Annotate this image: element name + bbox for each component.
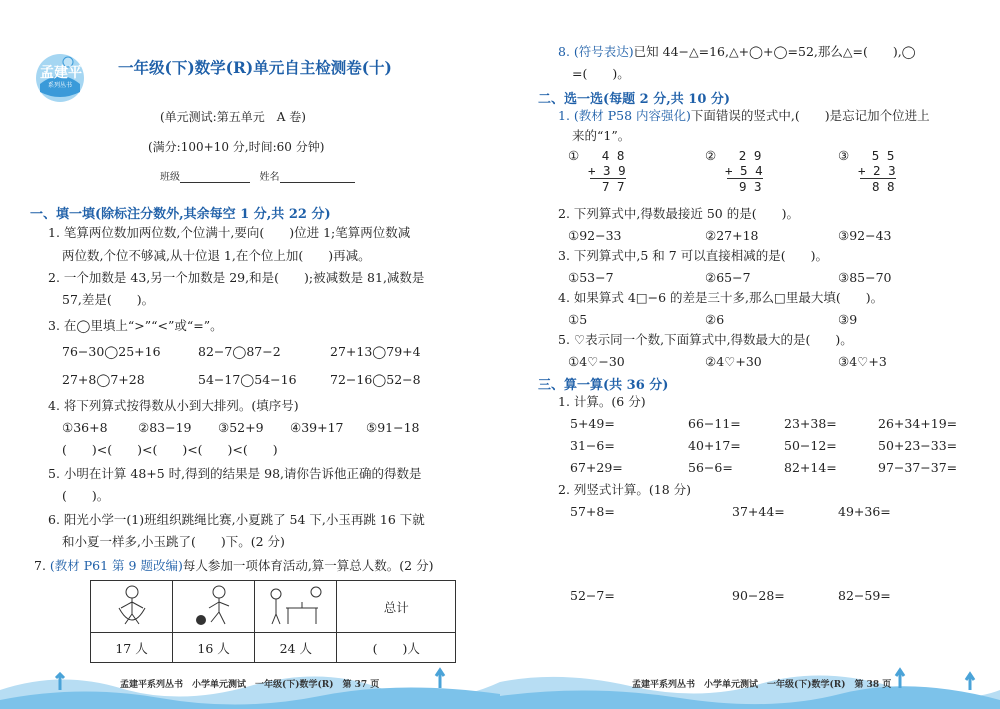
c5-option[interactable]: ③4♡+3 bbox=[838, 354, 887, 369]
c4-option[interactable]: ①5 bbox=[568, 312, 588, 327]
name-field[interactable] bbox=[280, 182, 355, 183]
vertical-calc-item: 37+44= bbox=[732, 504, 785, 519]
q2-line2: 57,差是( )。 bbox=[62, 292, 155, 307]
jump-rope-cell bbox=[91, 581, 173, 633]
q3-item: 27+8◯7+28 bbox=[62, 372, 145, 387]
s2-prompt: 2. 列竖式计算。(18 分) bbox=[558, 482, 692, 497]
c5-prompt: 5. ♡表示同一个数,下面算式中,得数最大的是( )。 bbox=[558, 332, 853, 347]
c1-text: 下面错误的竖式中,( )是忘记加个位进上 bbox=[690, 108, 930, 123]
q3-item: 54−17◯54−16 bbox=[198, 372, 297, 387]
calc-item: 66−11= bbox=[688, 416, 741, 431]
q3-prompt: 3. 在◯里填上“>”“<”或“=”。 bbox=[48, 318, 223, 333]
c4-prompt: 4. 如果算式 4□−6 的差是三十多,那么□里最大填( )。 bbox=[558, 290, 884, 305]
calc-item: 67+29= bbox=[570, 460, 623, 475]
q4-item: ③52+9 bbox=[218, 420, 264, 435]
score-time: (满分:100+10 分,时间:60 分钟) bbox=[148, 140, 325, 154]
vertical-calc-item: 82−59= bbox=[838, 588, 891, 603]
c4-option[interactable]: ②6 bbox=[705, 312, 725, 327]
q5-line2: ( )。 bbox=[62, 488, 110, 503]
calc-item: 26+34+19= bbox=[878, 416, 958, 431]
c1-line1 bbox=[558, 108, 930, 124]
vertical-calc-3 bbox=[838, 148, 896, 194]
q3-item: 82−7◯87−2 bbox=[198, 344, 281, 359]
right-page bbox=[500, 0, 1000, 709]
section-3-heading: 三、算一算(共 36 分) bbox=[538, 378, 669, 393]
calc-result: 9 3 bbox=[739, 179, 762, 194]
q7-text: 每人参加一项体育活动,算一算总人数。(2 分) bbox=[182, 558, 434, 573]
q4-item: ①36+8 bbox=[62, 420, 108, 435]
c2-option[interactable]: ③92−43 bbox=[838, 228, 892, 243]
q7-prompt: 7. (教材 P61 第 9 题改编)每人参加一项体育活动,算一算总人数。(2 分) bbox=[34, 558, 434, 573]
name-label: 姓名 bbox=[259, 172, 280, 183]
q4-prompt: 4. 将下列算式按得数从小到大排列。(填序号) bbox=[48, 398, 299, 413]
class-label: 班级 bbox=[160, 172, 180, 183]
vertical-calc-item: 49+36= bbox=[838, 504, 891, 519]
calc-result: 8 8 bbox=[872, 179, 895, 194]
q7-tag: (教材 P61 第 9 题改编) bbox=[49, 558, 183, 573]
q3-item: 72−16◯52−8 bbox=[330, 372, 421, 387]
calc-item: 97−37−37= bbox=[878, 460, 958, 475]
q8-line1 bbox=[558, 44, 916, 60]
count-cell: 24 人 bbox=[255, 633, 337, 663]
subtitle: (单元测试:第五单元 A 卷) bbox=[160, 110, 306, 124]
q3-item: 27+13◯79+4 bbox=[330, 344, 421, 359]
vertical-calc-item: 57+8= bbox=[570, 504, 615, 519]
jump-rope-girl-icon bbox=[107, 582, 157, 628]
total-answer-cell[interactable]: ( )人 bbox=[337, 633, 456, 663]
c1-tag: 1. (教材 P58 内容强化) bbox=[558, 108, 691, 123]
addend-bottom: + 2 3 bbox=[858, 163, 896, 178]
vertical-calc-item: 52−7= bbox=[570, 588, 615, 603]
c2-option[interactable]: ②27+18 bbox=[705, 228, 759, 243]
vertical-calc-1 bbox=[568, 148, 626, 194]
c5-option[interactable]: ②4♡+30 bbox=[705, 354, 762, 369]
class-name-line bbox=[160, 168, 355, 183]
option-number: ② bbox=[705, 148, 717, 163]
calc-item: 50+23−33= bbox=[878, 438, 958, 453]
vertical-calc-item: 90−28= bbox=[732, 588, 785, 603]
q4-item: ⑤91−18 bbox=[366, 420, 420, 435]
q8-tag: 8. (符号表达) bbox=[558, 44, 634, 59]
c1-line2: 来的“1”。 bbox=[572, 128, 631, 143]
calc-item: 56−6= bbox=[688, 460, 733, 475]
q8-text: 已知 44−△=16,△+◯+◯=52,那么△=( ),◯ bbox=[633, 44, 916, 59]
count-cell: 16 人 bbox=[173, 633, 255, 663]
calc-item: 50−12= bbox=[784, 438, 837, 453]
footer-text: 孟建平系列丛书 小学单元测试 一年级(下)数学(R) 第 38 页 bbox=[632, 680, 892, 690]
c2-prompt: 2. 下列算式中,得数最接近 50 的是( )。 bbox=[558, 206, 799, 221]
section-2-heading: 二、选一选(每题 2 分,共 10 分) bbox=[538, 92, 731, 107]
calc-result: 7 7 bbox=[602, 179, 625, 194]
calc-item: 31−6= bbox=[570, 438, 615, 453]
c3-prompt: 3. 下列算式中,5 和 7 可以直接相减的是( )。 bbox=[558, 248, 828, 263]
c3-option[interactable]: ③85−70 bbox=[838, 270, 892, 285]
page-title: 一年级(下)数学(R)单元自主检测卷(十) bbox=[118, 58, 392, 77]
option-number: ③ bbox=[838, 148, 850, 163]
q1-line1: 1. 笔算两位数加两位数,个位满十,要向( )位进 1;笔算两位数减 bbox=[48, 225, 411, 240]
q6-line1: 6. 阳光小学一(1)班组织跳绳比赛,小夏跳了 54 下,小玉再跳 16 下就 bbox=[48, 512, 425, 527]
q7-table bbox=[90, 580, 456, 663]
addend-top: 2 9 bbox=[738, 148, 762, 163]
q3-item: 76−30◯25+16 bbox=[62, 344, 161, 359]
calc-item: 5+49= bbox=[570, 416, 615, 431]
section-1-heading: 一、填一填(除标注分数外,其余每空 1 分,共 22 分) bbox=[30, 207, 331, 222]
s1-prompt: 1. 计算。(6 分) bbox=[558, 394, 646, 409]
addend-top: 4 8 bbox=[601, 148, 625, 163]
table-tennis-icon bbox=[266, 582, 326, 628]
soccer-cell bbox=[173, 581, 255, 633]
vertical-calc-2 bbox=[705, 148, 763, 194]
c2-option[interactable]: ①92−33 bbox=[568, 228, 622, 243]
q4-order-blanks[interactable]: ( )<( )<( )<( )<( ) bbox=[62, 442, 278, 457]
option-number: ① bbox=[568, 148, 580, 163]
c3-option[interactable]: ①53−7 bbox=[568, 270, 614, 285]
q4-item: ④39+17 bbox=[290, 420, 344, 435]
total-label-cell: 总计 bbox=[337, 581, 456, 633]
q1-line2: 两位数,个位不够减,从十位退 1,在个位上加( )再减。 bbox=[62, 248, 371, 263]
q4-item: ②83−19 bbox=[138, 420, 192, 435]
count-cell: 17 人 bbox=[91, 633, 173, 663]
q5-line1: 5. 小明在计算 48+5 时,得到的结果是 98,请你告诉他正确的得数是 bbox=[48, 466, 422, 481]
footer-text: 孟建平系列丛书 小学单元测试 一年级(下)数学(R) 第 37 页 bbox=[120, 680, 380, 690]
addend-bottom: + 3 9 bbox=[588, 163, 626, 178]
table-tennis-cell bbox=[255, 581, 337, 633]
logo-text: 孟建平 bbox=[40, 65, 82, 81]
calc-item: 82+14= bbox=[784, 460, 837, 475]
c3-option[interactable]: ②65−7 bbox=[705, 270, 751, 285]
calc-item: 40+17= bbox=[688, 438, 741, 453]
q6-line2: 和小夏一样多,小玉跳了( )下。(2 分) bbox=[62, 534, 285, 549]
class-field[interactable] bbox=[180, 182, 250, 183]
addend-top: 5 5 bbox=[871, 148, 895, 163]
q8-line2: =( )。 bbox=[572, 66, 630, 81]
addend-bottom: + 5 4 bbox=[725, 163, 763, 178]
c4-option[interactable]: ③9 bbox=[838, 312, 858, 327]
soccer-boy-icon bbox=[189, 582, 239, 628]
c5-option[interactable]: ①4♡−30 bbox=[568, 354, 625, 369]
logo-sub: 系列丛书 bbox=[48, 82, 73, 89]
calc-item: 23+38= bbox=[784, 416, 837, 431]
q2-line1: 2. 一个加数是 43,另一个加数是 29,和是( );被减数是 81,减数是 bbox=[48, 270, 425, 285]
